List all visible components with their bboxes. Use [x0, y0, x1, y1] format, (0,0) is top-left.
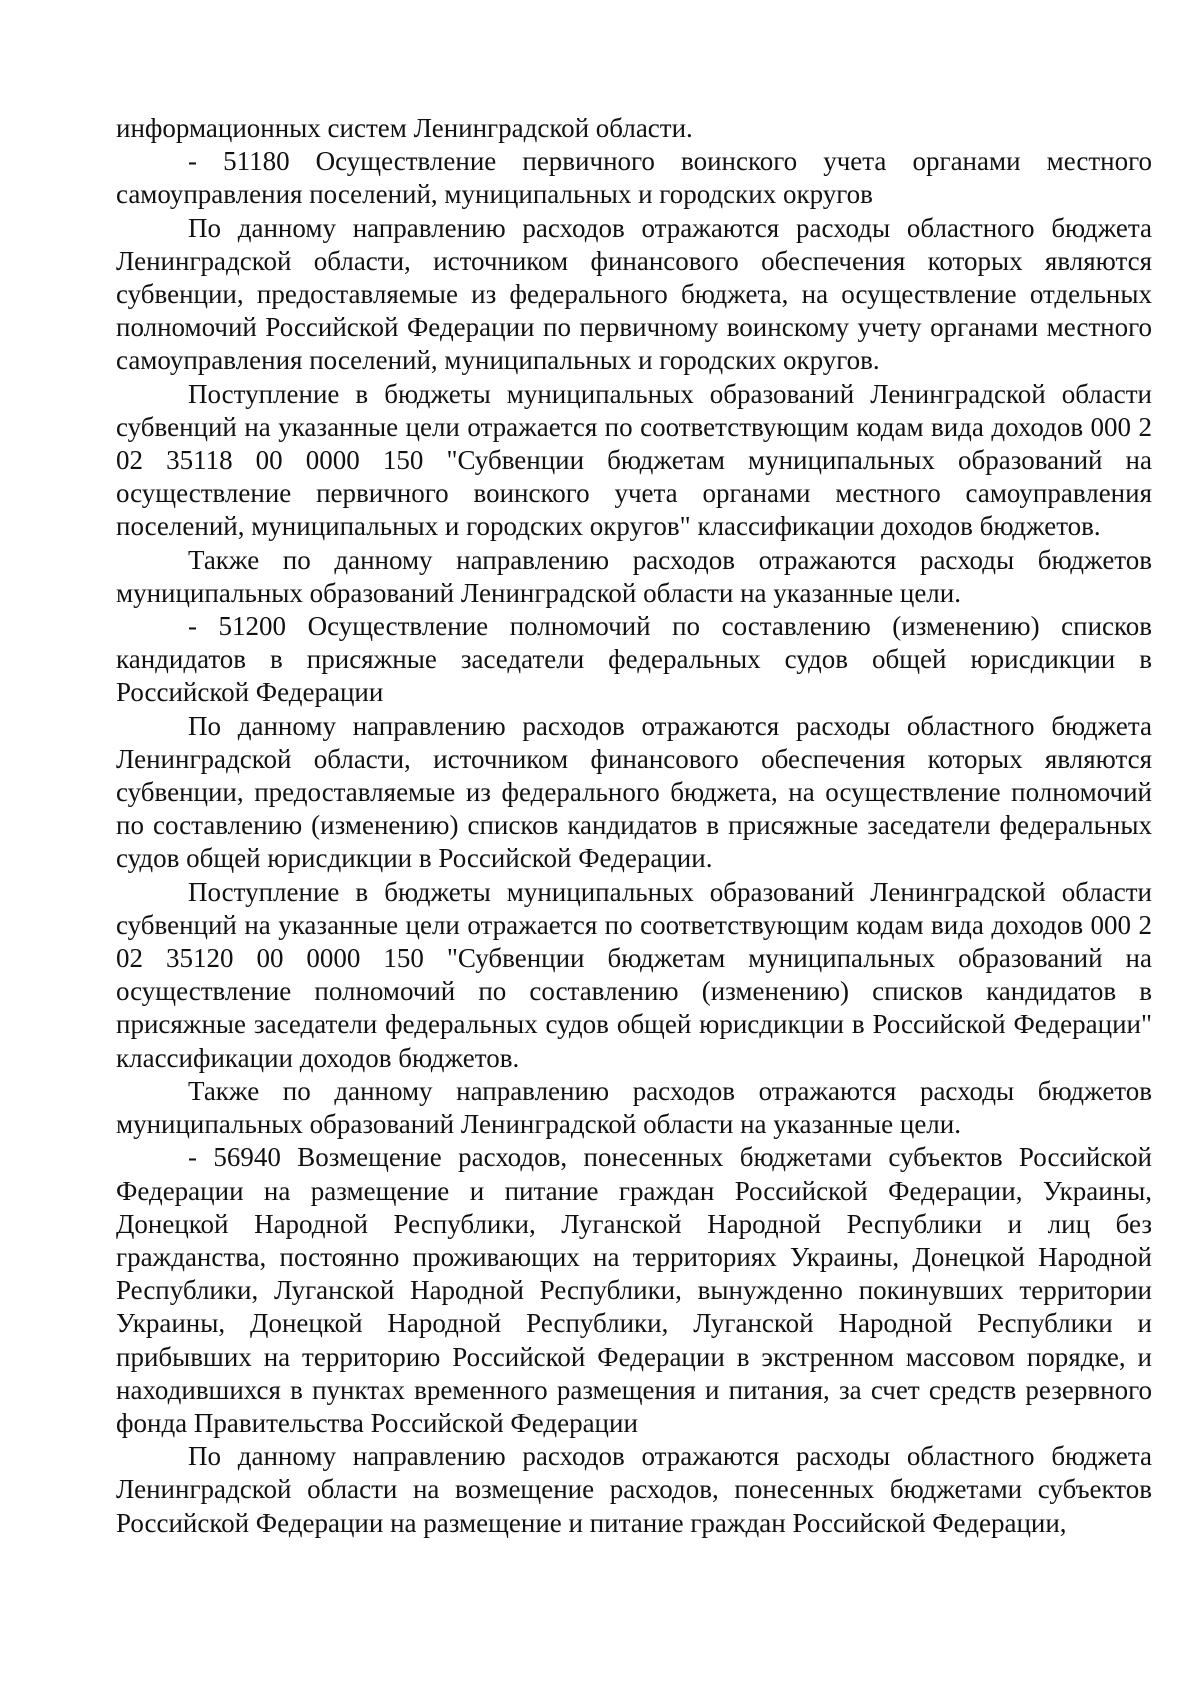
paragraph-item-56940: - 56940 Возмещение расходов, понесенных бюджетами субъектов Российской Федерации на размещение и питание граждан Российской Федерации, Украины, Донецкой Народной Республики, Луганской Народной Республики и лиц без гражданства, постоянно проживающих на территориях Украины, Донецкой Народной Республики, Луганской Народной Республики, вынужденно покинувших территории Украины, Донецкой Народной Республики, Луганской Народной Республики и прибывших на территорию Российской Федерации в экстренном массовом порядке, и находившихся в пунктах временного размещения и питания, за счет средств резервного фонда Правительства Российской Федерации — [116, 1142, 1152, 1438]
paragraph-51200-revenue: Поступление в бюджеты муниципальных образований Ленинградской области субвенций на указанные цели отражается по соответствующим кодам вида доходов 000 2 02 35120 00 0000 150 "Субвенции бюджетам муниципальных образований на осуществление полномочий по составлению (изменению) списков кандидатов в присяжные заседатели федеральных судов общей юрисдикции в Российской Федерации" классификации доходов бюджетов. — [116, 876, 1152, 1073]
paragraph-item-51180: - 51180 Осуществление первичного воинского учета органами местного самоуправления поселений, муниципальных и городских округов — [116, 146, 1152, 210]
paragraph-51200-expenses: По данному направлению расходов отражаются расходы областного бюджета Ленинградской области, источником финансового обеспечения которых являются субвенции, предоставляемые из федерального бюджета, на осуществление полномочий по составлению (изменению) списков кандидатов в присяжные заседатели федеральных судов общей юрисдикции в Российской Федерации. — [116, 710, 1152, 874]
paragraph-56940-expenses: По данному направлению расходов отражаются расходы областного бюджета Ленинградской области на возмещение расходов, понесенных бюджетами субъектов Российской Федерации на размещение и питание граждан Российской Федерации, — [116, 1441, 1152, 1538]
paragraph-51180-revenue: Поступление в бюджеты муниципальных образований Ленинградской области субвенций на указанные цели отражается по соответствующим кодам вида доходов 000 2 02 35118 00 0000 150 "Субвенции бюджетам муниципальных образований на осуществление первичного воинского учета органами местного самоуправления поселений, муниципальных и городских округов" классификации доходов бюджетов. — [116, 378, 1152, 542]
paragraph-51180-municipal: Также по данному направлению расходов отражаются расходы бюджетов муниципальных образований Ленинградской области на указанные цели. — [116, 544, 1152, 608]
document-body — [116, 112, 1152, 1540]
paragraph-51200-municipal: Также по данному направлению расходов отражаются расходы бюджетов муниципальных образований Ленинградской области на указанные цели. — [116, 1075, 1152, 1140]
paragraph-51180-expenses: По данному направлению расходов отражаются расходы областного бюджета Ленинградской области, источником финансового обеспечения которых являются субвенции, предоставляемые из федерального бюджета, на осуществление отдельных полномочий Российской Федерации по первичному воинскому учету органами местного самоуправления поселений, муниципальных и городских округов. — [116, 212, 1152, 376]
paragraph-continuation: информационных систем Ленинградской области. — [116, 113, 693, 143]
paragraph-item-51200: - 51200 Осуществление полномочий по составлению (изменению) списков кандидатов в присяжные заседатели федеральных судов общей юрисдикции в Российской Федерации — [116, 611, 1152, 708]
